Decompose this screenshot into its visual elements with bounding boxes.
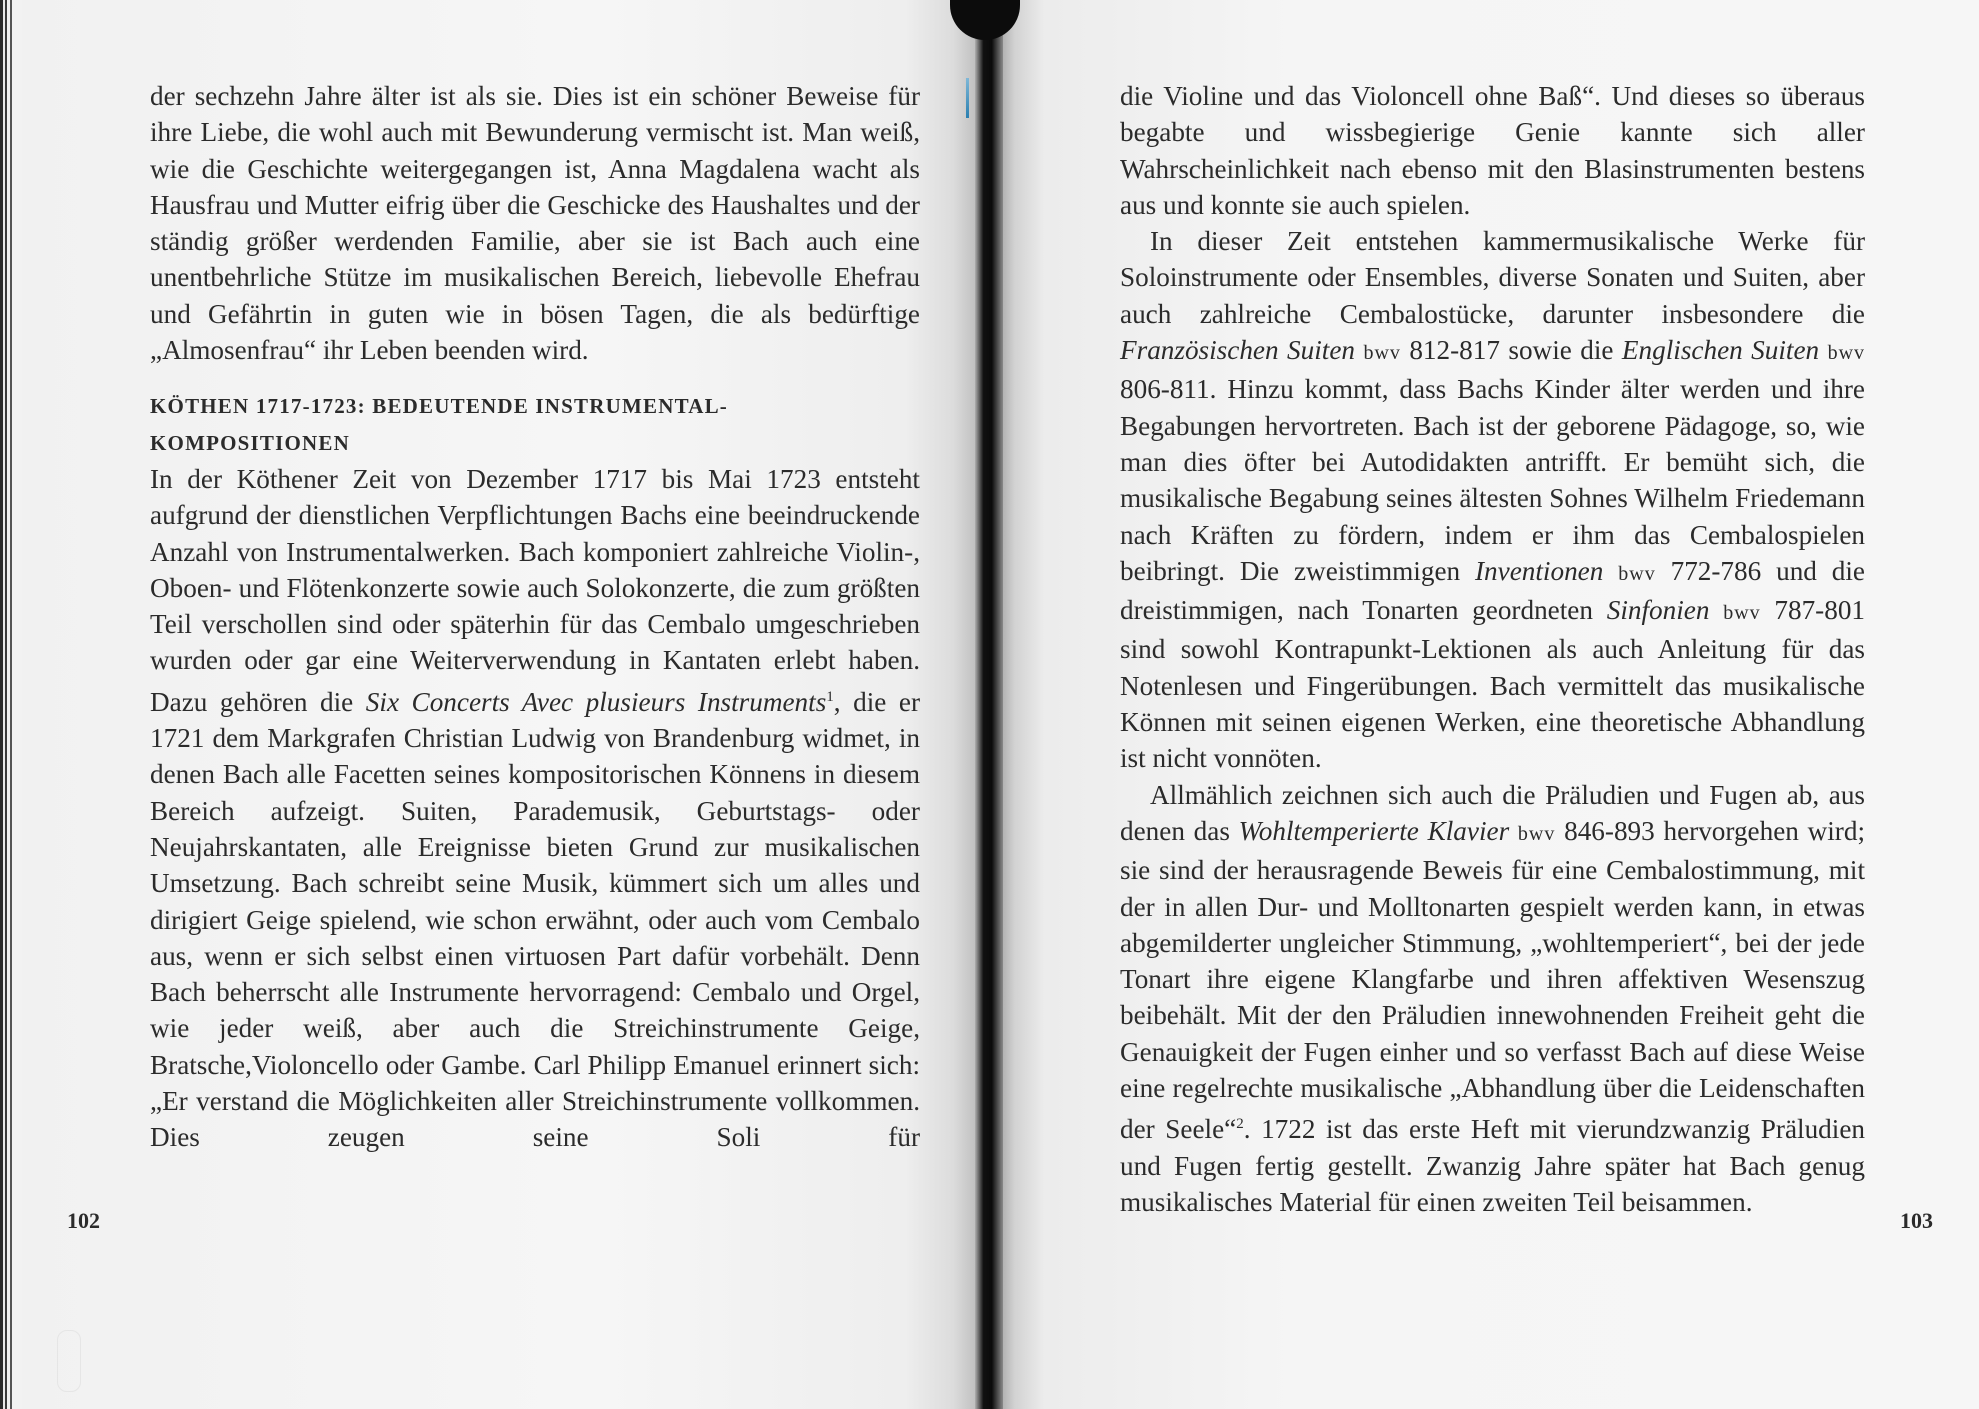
left-page — [22, 0, 982, 1409]
right-page — [995, 0, 1979, 1409]
paragraph: die Violine und das Violoncell ohne Baß“. Und dieses so überaus begabte und wissbegierige Genie kannte sich aller Wahrscheinlichkeit nach ebenso mit den Blasinstrumenten bestens aus und konnte sie auch spielen. — [1120, 81, 1865, 220]
text-run: In der Köthener Zeit von Dezember 1717 bis Mai 1723 entsteht aufgrund der dienstlichen Verpflichtungen Bachs eine beeindruckende Anzahl von Instrumentalwerken. Bach komponiert zahlreiche Violin-, Oboen- und Flötenkonzerte sowie auch Solokonzerte, die zum größten Teil verschollen sind oder späterhin für das Cembalo umgeschrieben wurden oder gar eine Weiterverwendung in Kantaten erlebt haben. Dazu gehören die — [150, 463, 920, 717]
right-page-text — [1120, 78, 1865, 1220]
text-run: 787-801 sind sowohl Kontrapunkt-Lektionen als auch Anleitung für das Notenlesen und Fingerübungen. Bach vermittelt das musikalische Können mit seinen eigenen Werken, eine theoretische Abhandlung ist nicht vonnöten. — [1120, 595, 1866, 774]
work-title: Wohltemperierte Klavier — [1238, 815, 1510, 846]
bleed-through-mark — [57, 1330, 81, 1392]
bookmark-ribbon — [966, 78, 969, 118]
text-run: Allmählich zeichnen sich auch die Präludien und Fugen ab, aus denen das — [1120, 779, 1865, 846]
bwv-label: bwv — [1723, 602, 1761, 625]
paragraph — [150, 461, 920, 1156]
work-title: Sinfonien — [1606, 595, 1710, 626]
text-run: 846-893 hervorgehen wird; sie sind der herausragende Beweis für eine Cembalostimmung, mit der in allen Dur- und Molltonarten gespielt werden kann, in etwas abgemilderter ungleicher Stimmung, „wohltemperiert“, bei der jede Tonart ihre eigene Klangfarbe und ihren affektiven Wesenszug beibehält. Mit der den Präludien innewohnenden Freiheit geht die Genauigkeit der Fugen einher und so verfasst Bach auf diese Weise eine regelrechte musikalische „Abhandlung über die Leidenschaften der Seele“ — [1120, 815, 1865, 1145]
text-run: . 1722 ist das erste Heft mit vierundzwanzig Präludien und Fugen fertig gestellt. Zwanzig Jahre später hat Bach genug musikalisches Material für einen zweiten Teil beisammen. — [1120, 1114, 1865, 1217]
text-run: 772-786 und die dreistimmigen, nach Tonarten geordneten — [1120, 555, 1865, 626]
work-title: Six Concerts Avec plusieurs Instruments — [365, 686, 827, 717]
bwv-label: bwv — [1827, 342, 1866, 365]
text-run: 812-817 sowie die — [1400, 335, 1622, 366]
bwv-label: bwv — [1517, 822, 1556, 845]
page-edges — [0, 0, 22, 1409]
paragraph — [1120, 777, 1865, 1221]
bwv-label: bwv — [1363, 342, 1401, 365]
book-gutter — [975, 0, 1003, 1409]
text-run: In dieser Zeit entstehen kammermusikalische Werke für Soloinstrumente oder Ensembles, diverse Sonaten und Suiten, aber auch zahlreiche Cembalostücke, darunter insbesondere die — [1120, 226, 1865, 329]
work-title: Englischen Suiten — [1621, 335, 1820, 366]
work-title: Französischen Suiten — [1120, 335, 1355, 366]
paragraph: der sechzehn Jahre älter ist als sie. Dies ist ein schöner Beweise für ihre Liebe, die wohl auch mit Bewunderung vermischt ist. Man weiß, wie die Geschichte weitergegangen ist, Anna Magdalena wacht als Hausfrau und Mutter eifrig über die Geschicke des Haushaltes und der ständig größer werdenden Familie, aber sie ist Bach auch eine unentbehrliche Stütze im musikalischen Bereich, liebevolle Ehefrau und Gefährtin in guten wie in bösen Tagen, die als bedürftige „Almosenfrau“ ihr Leben beenden wird. — [150, 81, 920, 366]
work-title: Inventionen — [1475, 555, 1604, 586]
bwv-label: bwv — [1618, 562, 1656, 585]
footnote-marker: 1 — [826, 688, 834, 705]
page-number: 103 — [1900, 1208, 1933, 1233]
text-run: , die er 1721 dem Markgrafen Christian Ludwig von Brandenburg widmet, in denen Bach alle Facetten seines kompositorischen Könnens in diesem Bereich aufzeigt. Suiten, Parademusik, Geburtstags- oder Neujahrskantaten, alle Ereignisse bieten Grund zur musikalischen Umsetzung. Bach schreibt seine Musik, kümmert sich um alles und dirigiert Geige spielend, wie schon erwähnt, oder auch vom Cembalo aus, wenn er sich selbst einen virtuosen Part dafür vorbehält. Denn Bach beherrscht alle Instrumente hervorragend: Cembalo und Orgel, wie jeder weiß, aber auch die Streichinstrumente Geige, Bratsche,Violoncello oder Gambe. Carl Philipp Emanuel erinnert sich: „Er verstand die Möglichkeiten aller Streichinstrumente vollkommen. Dies zeugen seine Soli für — [150, 686, 921, 1153]
footnote-marker: 2 — [1236, 1116, 1244, 1133]
text-run: 806-811. Hinzu kommt, dass Bachs Kinder älter werden und ihre Begabungen hervortreten. Bach ist der geborene Pädagoge, so, wie man dies öfter bei Autodidakten antrifft. Er bemüht sich, die musikalische Begabung seines ältesten Sohnes Wilhelm Friedemann nach Kräften zu fördern, indem er ihm das Cembalospielen beibringt. Die zweistimmigen — [1120, 374, 1865, 586]
paragraph — [1120, 223, 1865, 776]
page-number: 102 — [67, 1208, 100, 1233]
left-page-text — [150, 78, 920, 1156]
section-heading: KÖTHEN 1717-1723: BEDEUTENDE INSTRUMENTAL-KOMPOSITIONEN — [150, 394, 728, 455]
